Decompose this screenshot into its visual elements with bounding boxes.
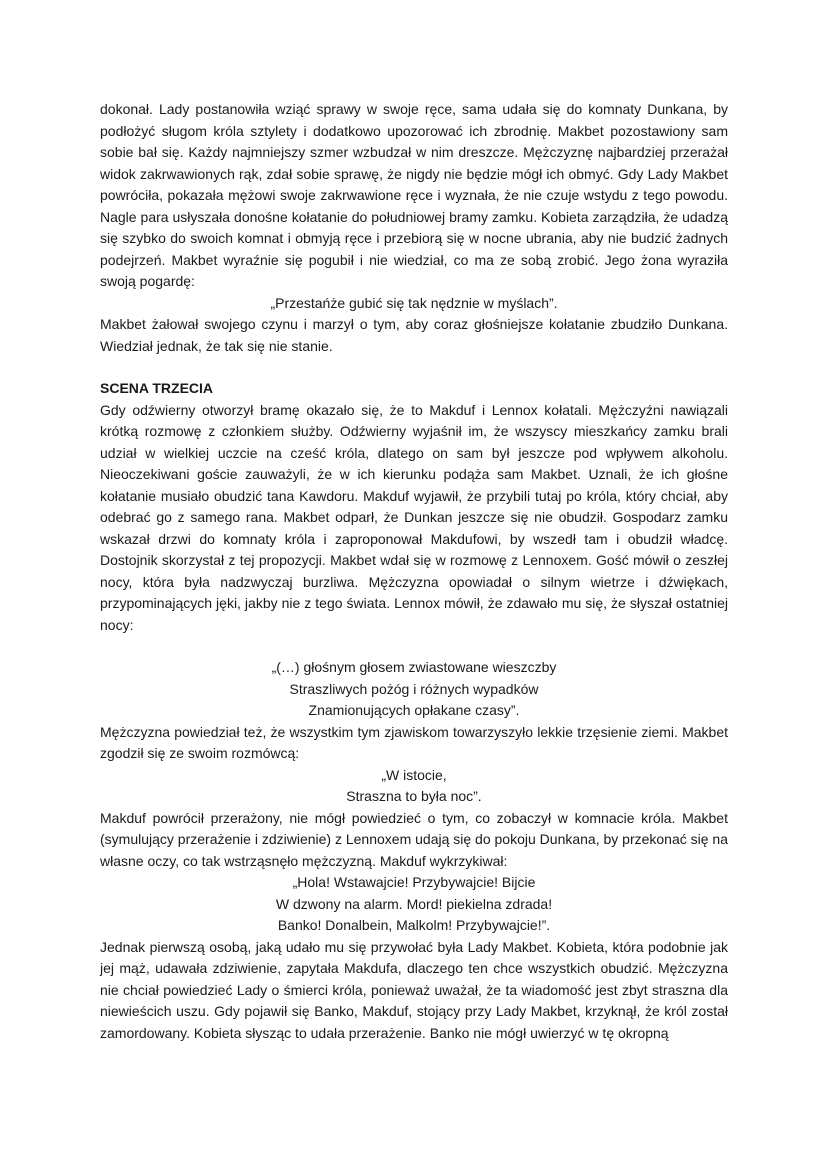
- paragraph: Makduf powrócił przerażony, nie mógł powiedzieć o tym, co zobaczył w komnacie króla. Makbet (symulujący przerażenie i zdziwienie) z Lennoxem udają się do pokoju Dunkana, by przekonać się na własne oczy, co tak wstrząsnęło mężczyzną. Makduf wykrzykiwał:: [100, 809, 729, 869]
- spacer: [100, 357, 728, 378]
- quote: „Przestańże gubić się tak nędznie w myślach”.: [270, 294, 558, 311]
- verse-line: Straszliwych pożóg i różnych wypadków: [289, 680, 539, 697]
- verse-line: „(…) głośnym głosem zwiastowane wieszczby: [271, 659, 557, 675]
- paragraph: Makbet żałował swojego czynu i marzył o tym, aby coraz głośniejsze kołatanie zbudziło Dunkana. Wiedział jednak, że tak się nie stanie.: [100, 316, 728, 354]
- verse-line: Banko! Donalbein, Malkolm! Przybywajcie!”.: [277, 917, 551, 933]
- verse-line: „W istocie,: [381, 766, 447, 783]
- paragraph: dokonał. Lady postanowiła wziąć sprawy w swoje ręce, sama udała się do komnaty Dunkana, by podłożyć sługom króla sztylety i dodatkowo upozorować ich zbrodnię. Makbet pozostawiony sam sobie bał się. Każdy najmniejszy szmer wzbudzał w nim dreszcze. Mężczyznę najbardziej przerażał widok zakrwawionych rąk, zdał sobie sprawę, że nigdy nie będzie mógł ich obmyć. Gdy Lady Makbet powróciła, pokazała mężowi swoje zakrwawione ręce i wyznała, że nie czuje wstydu z tego powodu. Nagle para usłyszała donośne kołatanie do południowej bramy zamku. Kobieta zarządziła, że udadzą się szybko do swoich komnat i obmyją ręce i przebiorą się w nocne ubrania, aby nie budzić żadnych podejrzeń. Makbet wyraźnie się pogubił i nie wiedział, co ma ze sobą zrobić. Jego żona wyraziła swoją pogardę:: [100, 101, 728, 289]
- spacer: [100, 636, 728, 657]
- paragraph: Mężczyzna powiedział też, że wszystkim tym zjawiskom towarzyszyło lekkie trzęsienie ziemi. Makbet zgodził się ze swoim rozmówcą:: [100, 723, 728, 761]
- verse-line: Znamionujących opłakane czasy”.: [308, 702, 520, 718]
- verse-quote: [100, 657, 728, 722]
- verse-line: W dzwony na alarm. Mord! piekielna zdrada!: [275, 895, 553, 912]
- section-heading: SCENA TRZECIA: [100, 380, 214, 396]
- paragraph: Jednak pierwszą osobą, jaką udało mu się przywołać była Lady Makbet. Kobieta, która podobnie jak jej mąż, udawała zdziwienie, zapytała Makdufa, dlaczego ten chce wszystkich obudzić. Mężczyzna nie chciał powiedzieć Lady o śmierci króla, ponieważ uważał, że ta wiadomość jest zbyt straszna dla niewieścich uszu. Gdy pojawił się Banko, Makduf, stojący przy Lady Makbet, krzyknął, że król został zamordowany. Kobieta słysząc to udała przerażenie. Banko nie mógł uwierzyć w tę okropną: [100, 938, 728, 1041]
- verse-quote: [100, 872, 728, 937]
- paragraph: Gdy odźwierny otworzył bramę okazało się, że to Makduf i Lennox kołatali. Mężczyźni nawiązali krótką rozmowę z członkiem służby. Odźwierny wyjaśnił im, że wszyscy mieszkańcy zamku brali udział w wielkiej uczcie na cześć króla, dlatego on sam był jeszcze pod wpływem alkoholu. Nieoczekiwani goście zauważyli, że w ich kierunku podąża sam Makbet. Uznali, że ich głośne kołatanie musiało obudzić tana Kawdoru. Makduf wyjawił, że przybili tutaj po króla, który chciał, aby odebrać go z samego rana. Makbet odparł, że Dunkan jeszcze się nie obudził. Gospodarz zamku wskazał drzwi do komnaty króla i zaproponował Makdufowi, by wszedł tam i obudził władcę. Dostojnik skorzystał z tej propozycji. Makbet wdał się w rozmowę z Lennoxem. Gość mówił o zeszłej nocy, która była nadzwyczaj burzliwa. Mężczyzna opowiadał o silnym wietrze i dźwiękach, przypominających jęki, jakby nie z tego świata. Lennox mówił, że zdawało mu się, że słyszał ostatniej nocy:: [100, 401, 728, 633]
- verse-line: Straszna to była noc”.: [346, 788, 482, 804]
- verse-line: „Hola! Wstawajcie! Przybywajcie! Bijcie: [292, 874, 536, 890]
- verse-quote: [100, 765, 728, 808]
